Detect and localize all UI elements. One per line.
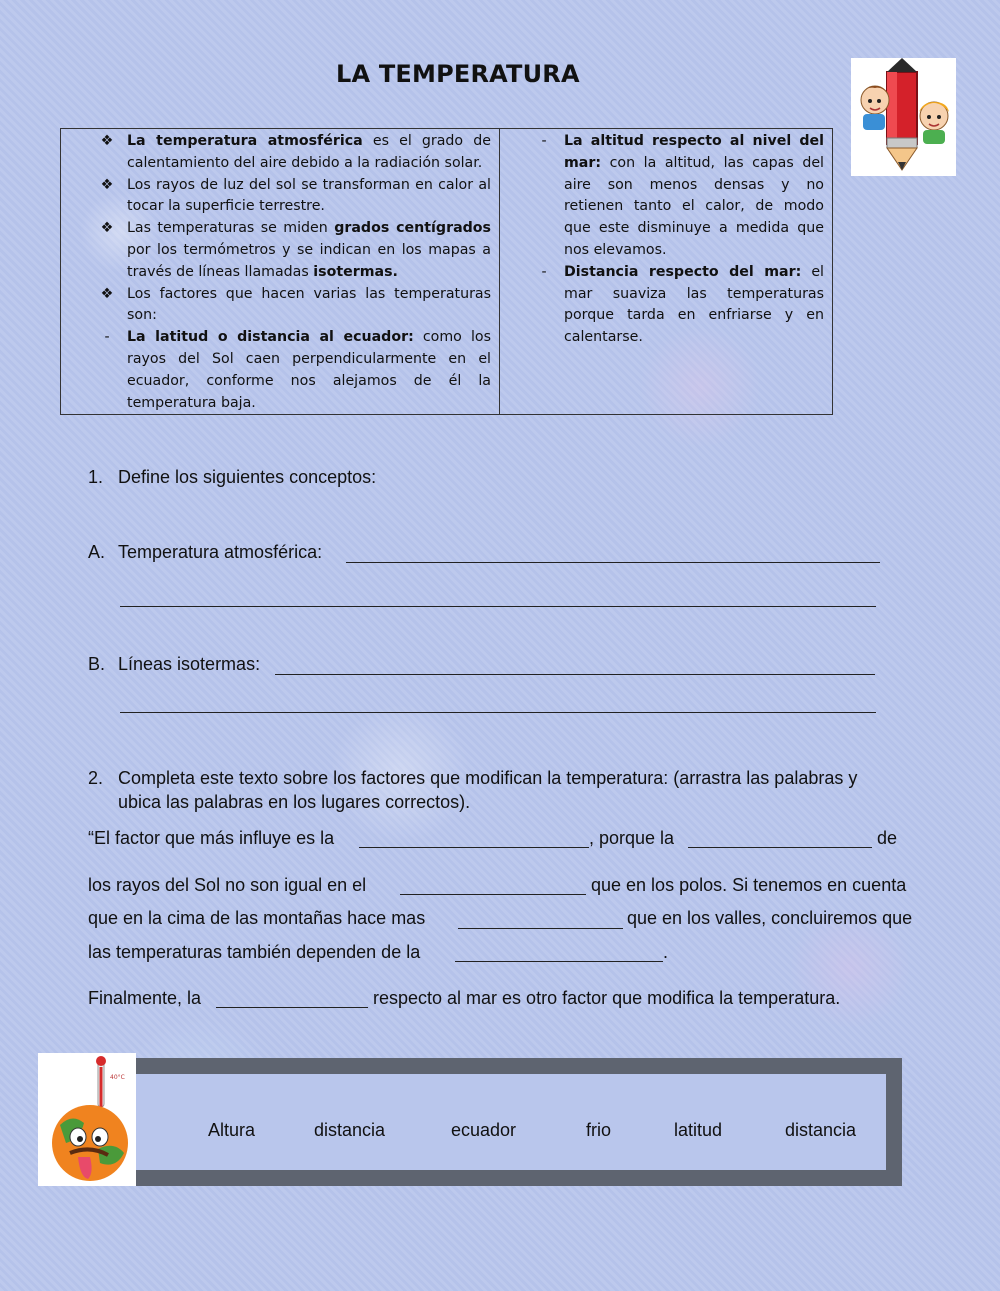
- info-left-column: [61, 129, 500, 414]
- cloze-text: de: [877, 828, 898, 848]
- blank-6[interactable]: [216, 1007, 368, 1008]
- list-item: ❖ Las temperaturas se miden grados centígrados por los termómetros y se indican en los mapas a través de líneas llamadas isotermas.: [97, 218, 491, 283]
- cloze-text: que en los valles, concluiremos que: [627, 908, 913, 928]
- blank-5[interactable]: [455, 961, 663, 962]
- cloze-text: , porque la: [589, 828, 675, 848]
- diamond-bullet-icon: ❖: [100, 176, 114, 193]
- cloze-line-2: los rayos del Sol no son igual en el: [88, 875, 367, 895]
- blank-1[interactable]: [359, 847, 589, 848]
- cloze-text: respecto al mar es otro factor que modifica la temperatura.: [373, 988, 841, 1008]
- cloze-line-4: las temperaturas también dependen de la: [88, 942, 421, 962]
- list-item: ❖ La temperatura atmosférica es el grado de calentamiento del aire debido a la radiación solar.: [97, 131, 491, 175]
- dash-bullet-icon: -: [541, 133, 547, 149]
- word-chip[interactable]: ecuador: [451, 1120, 517, 1140]
- list-item: - La altitud respecto al nivel del mar: con la altitud, las capas del aire son menos densas y no retienen tanto el calor, de modo que este disminuye a medida que nos elevamos.: [534, 131, 824, 262]
- cloze-text: que en los polos. Si tenemos en cuenta: [591, 875, 907, 895]
- list-item: ❖ Los factores que hacen varias las temperaturas son:: [97, 284, 491, 328]
- question-b: B. Líneas isotermas:: [88, 654, 261, 674]
- list-item: ❖ Los rayos de luz del sol se transforman en calor al tocar la superficie terrestre.: [97, 175, 491, 219]
- word-chip[interactable]: distancia: [785, 1120, 857, 1140]
- answer-line-b1[interactable]: [275, 674, 875, 675]
- answer-line-b2[interactable]: [120, 712, 876, 713]
- diamond-bullet-icon: ❖: [100, 285, 114, 302]
- answer-line-a2[interactable]: [120, 606, 876, 607]
- word-chip[interactable]: frio: [586, 1120, 612, 1140]
- dash-bullet-icon: -: [541, 263, 547, 280]
- blank-3[interactable]: [400, 894, 586, 895]
- question-2: 2. Completa este texto sobre los factores que modifican la temperatura: (arrastra las palabras y ubica las palabras en los lugares correctos).: [88, 768, 858, 812]
- diamond-bullet-icon: ❖: [100, 133, 114, 149]
- word-chip[interactable]: latitud: [674, 1120, 723, 1140]
- dash-bullet-icon: -: [104, 329, 110, 346]
- info-right-column: [500, 129, 832, 414]
- kids-pencil-illustration: [851, 58, 956, 176]
- blank-2[interactable]: [688, 847, 872, 848]
- cloze-text: .: [663, 942, 669, 962]
- word-chip[interactable]: distancia: [314, 1120, 386, 1140]
- svg-text:40°C: 40°C: [110, 1074, 125, 1081]
- question-a: A. Temperatura atmosférica:: [88, 542, 323, 562]
- word-chip[interactable]: Altura: [208, 1120, 256, 1140]
- info-table: [60, 128, 833, 415]
- cloze-line-1: “El factor que más influye es la: [88, 828, 335, 848]
- diamond-bullet-icon: ❖: [100, 220, 114, 237]
- hot-earth-thermometer-icon: [38, 1053, 136, 1186]
- list-item: - Distancia respecto del mar: el mar suaviza las temperaturas porque tarda en enfriarse y en calentarse.: [534, 262, 824, 349]
- blank-4[interactable]: [458, 928, 623, 929]
- list-item: - La latitud o distancia al ecuador: como los rayos del Sol caen perpendicularmente en el ecuador, conforme nos alejamos de él la temperatura baja.: [97, 327, 491, 414]
- cloze-line-5: Finalmente, la: [88, 988, 202, 1008]
- question-1: 1. Define los siguientes conceptos:: [88, 467, 377, 487]
- page-title: LA TEMPERATURA: [336, 60, 580, 88]
- answer-line-a1[interactable]: [346, 562, 880, 563]
- cloze-line-3: que en la cima de las montañas hace mas: [88, 908, 426, 928]
